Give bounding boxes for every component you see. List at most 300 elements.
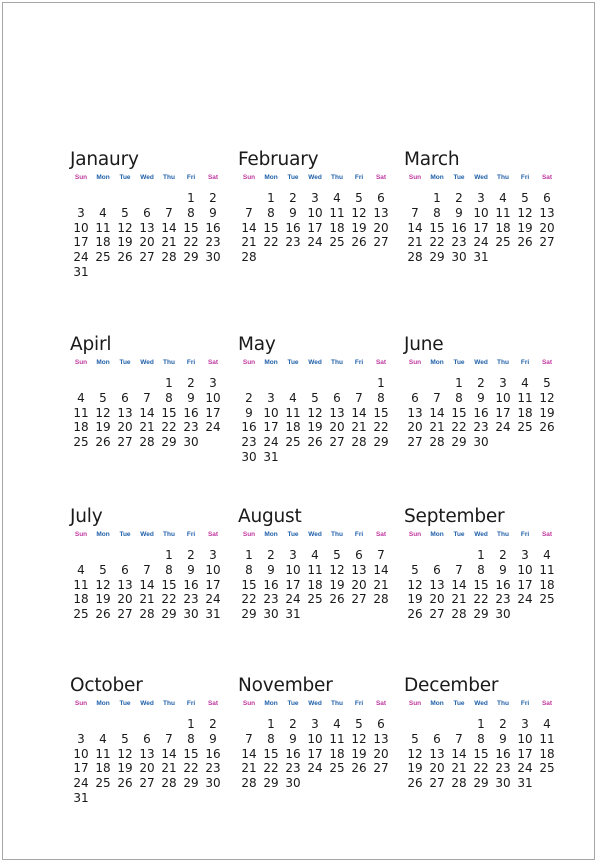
weekday-label: Mon [264,531,278,538]
day-number: 21 [241,761,257,776]
day-number: 13 [373,205,389,220]
day-number: 4 [99,731,107,746]
day-number: 9 [289,205,297,220]
day-number: 20 [117,420,133,435]
empty-day [492,435,514,450]
day-number: 17 [307,746,323,761]
weekday-label: Mon [430,700,444,707]
day-grid [238,717,388,791]
day-number: 22 [473,761,489,776]
day-number: 26 [517,235,533,250]
weekday-label: Thu [331,700,343,707]
day-number: 9 [187,562,195,577]
weekday-header [238,700,388,717]
week-row [70,578,220,593]
day-number: 27 [139,250,155,264]
day-number: 10 [73,746,89,761]
day-number: 25 [539,761,555,776]
empty-day [536,607,558,622]
day-number: 26 [95,435,111,449]
day-number: 20 [373,746,389,761]
day-number: 27 [329,435,345,449]
day-number: 6 [543,191,551,205]
week-row [404,250,554,265]
day-number: 29 [183,776,199,790]
day-number: 9 [289,731,297,746]
empty-day [260,250,282,265]
day-number: 3 [477,191,485,205]
day-number: 3 [521,717,529,731]
day-number: 10 [285,562,301,577]
day-number: 29 [373,435,389,449]
day-number: 2 [187,376,195,390]
weekday-label: Thu [331,359,343,366]
day-number: 18 [73,420,89,435]
empty-day [348,776,370,791]
day-number: 10 [307,731,323,746]
weekday-label: Thu [497,700,509,707]
day-number: 17 [307,220,323,235]
week-row [70,191,220,206]
day-number: 17 [517,577,533,592]
day-number: 21 [139,592,155,607]
empty-day [404,717,426,732]
day-number: 26 [117,250,133,264]
weekday-label: Mon [96,359,110,366]
day-number: 13 [329,405,345,420]
day-grid [70,717,220,806]
week-row [404,563,554,578]
day-number: 22 [373,420,389,435]
week-row [70,791,220,806]
weekday-label: Mon [264,700,278,707]
day-number: 23 [495,592,511,607]
day-number: 15 [161,577,177,592]
empty-day [70,548,92,563]
day-number: 23 [495,761,511,776]
week-row [404,420,554,435]
month-title: November [238,675,333,696]
empty-day [180,791,202,806]
weekday-header [238,359,388,376]
day-grid [70,548,220,622]
day-number: 8 [267,205,275,220]
day-number: 10 [73,220,89,235]
week-row [238,206,388,221]
empty-day [136,376,158,391]
day-number: 13 [407,405,423,420]
day-number: 24 [73,776,89,790]
day-number: 27 [139,776,155,790]
day-grid [238,376,388,465]
day-number: 3 [499,376,507,390]
weekday-label: Tue [453,700,465,707]
day-number: 27 [351,592,367,607]
day-number: 11 [329,205,345,220]
weekday-label: Sat [541,531,553,538]
day-number: 9 [267,562,275,577]
day-number: 26 [407,776,423,790]
weekday-header [70,531,220,548]
day-number: 14 [161,220,177,235]
day-number: 10 [495,390,511,405]
weekday-label: Fri [186,531,196,538]
empty-day [348,376,370,391]
day-number: 6 [143,205,151,220]
day-number: 6 [411,390,419,405]
week-row [70,250,220,265]
day-number: 20 [329,420,345,435]
day-number: 18 [539,577,555,592]
day-number: 7 [143,390,151,405]
day-number: 17 [473,220,489,235]
weekday-label: Thu [163,531,175,538]
weekday-label: Sat [207,531,219,538]
day-number: 6 [433,731,441,746]
weekday-label: Thu [497,359,509,366]
weekday-label: Fri [186,359,196,366]
weekday-label: Sun [408,700,422,707]
empty-day [136,191,158,206]
day-number: 17 [205,577,221,592]
weekday-label: Sat [375,531,387,538]
week-row [70,376,220,391]
day-number: 30 [241,449,257,464]
day-number: 28 [241,776,257,790]
weekday-label: Mon [264,174,278,181]
day-number: 2 [209,717,217,731]
day-number: 5 [121,731,129,746]
day-number: 7 [165,205,173,220]
day-number: 31 [473,250,489,264]
week-row [238,235,388,250]
day-number: 20 [429,592,445,607]
weekday-label: Sun [242,359,256,366]
weekday-header [404,174,554,191]
month-title: Apirl [70,334,112,355]
day-number: 30 [263,607,279,621]
day-number: 30 [285,776,301,790]
day-number: 18 [95,235,111,250]
weekday-label: Sat [375,359,387,366]
day-number: 19 [539,405,555,420]
empty-day [370,607,392,622]
day-number: 29 [429,250,445,264]
day-number: 2 [245,390,253,405]
weekday-label: Wed [474,700,488,707]
day-number: 31 [263,449,279,464]
empty-day [426,717,448,732]
day-number: 23 [285,235,301,250]
day-number: 1 [433,191,441,205]
day-number: 25 [539,592,555,607]
day-number: 31 [205,607,221,621]
empty-day [114,791,136,806]
weekday-header [70,359,220,376]
day-number: 31 [73,790,89,805]
day-number: 22 [429,235,445,250]
week-row [404,376,554,391]
day-number: 30 [495,607,511,621]
empty-day [426,376,448,391]
week-row [70,592,220,607]
empty-day [370,450,392,465]
week-row [238,747,388,762]
week-row [70,206,220,221]
day-number: 24 [205,420,221,435]
weekday-label: Sun [242,531,256,538]
empty-day [92,548,114,563]
weekday-label: Wed [474,531,488,538]
day-number: 2 [289,717,297,731]
day-number: 29 [161,607,177,621]
weekday-label: Tue [287,700,299,707]
day-number: 2 [209,191,217,205]
empty-day [326,776,348,791]
empty-day [282,250,304,265]
day-number: 18 [95,761,111,776]
day-number: 8 [477,562,485,577]
day-number: 4 [543,548,551,562]
weekday-label: Fri [354,531,364,538]
day-number: 9 [499,731,507,746]
month-title: August [238,506,302,527]
day-number: 13 [139,746,155,761]
week-row [404,592,554,607]
day-number: 28 [139,607,155,621]
day-number: 21 [429,420,445,435]
day-number: 24 [263,435,279,449]
day-number: 29 [161,435,177,449]
day-number: 20 [351,577,367,592]
day-number: 19 [95,420,111,435]
weekday-label: Tue [453,531,465,538]
weekday-label: Mon [96,700,110,707]
day-number: 8 [187,731,195,746]
weekday-label: Wed [140,359,154,366]
day-number: 11 [73,577,89,592]
empty-day [92,191,114,206]
month-title: Janaury [70,149,139,170]
weekday-header [238,531,388,548]
week-row [238,548,388,563]
day-number: 25 [73,607,89,621]
day-number: 23 [183,592,199,607]
weekday-label: Fri [354,174,364,181]
week-row [238,776,388,791]
day-number: 17 [495,405,511,420]
week-row [238,221,388,236]
day-number: 2 [455,191,463,205]
day-number: 17 [205,405,221,420]
day-number: 14 [139,577,155,592]
day-number: 27 [373,761,389,776]
weekday-label: Tue [453,174,465,181]
week-row [70,761,220,776]
day-number: 14 [373,562,389,577]
day-number: 22 [451,420,467,435]
empty-day [202,265,224,280]
day-number: 8 [377,390,385,405]
month-june [404,334,554,450]
empty-day [370,776,392,791]
weekday-label: Sun [408,174,422,181]
day-number: 25 [307,592,323,607]
empty-day [514,607,536,622]
day-number: 22 [473,592,489,607]
empty-day [348,450,370,465]
day-number: 5 [355,717,363,731]
day-number: 1 [455,376,463,390]
day-number: 25 [329,235,345,250]
day-grid [70,191,220,280]
empty-day [304,376,326,391]
day-number: 31 [285,607,301,621]
weekday-label: Fri [520,531,530,538]
day-number: 22 [161,420,177,435]
weekday-label: Tue [119,700,131,707]
month-march [404,149,554,265]
empty-day [136,717,158,732]
day-number: 19 [517,220,533,235]
day-number: 23 [205,235,221,250]
empty-day [370,250,392,265]
day-number: 28 [451,607,467,621]
day-number: 5 [411,562,419,577]
empty-day [114,548,136,563]
day-number: 17 [285,577,301,592]
day-number: 1 [377,376,385,390]
day-number: 16 [495,746,511,761]
day-number: 25 [329,761,345,776]
day-number: 9 [499,562,507,577]
day-number: 2 [289,191,297,205]
empty-day [202,435,224,450]
empty-day [404,376,426,391]
weekday-header [70,700,220,717]
day-number: 14 [139,405,155,420]
day-number: 23 [183,420,199,435]
day-number: 20 [139,761,155,776]
day-number: 19 [95,592,111,607]
day-number: 4 [333,717,341,731]
day-number: 12 [95,577,111,592]
day-number: 21 [139,420,155,435]
weekday-label: Wed [140,531,154,538]
weekday-label: Thu [163,359,175,366]
day-number: 18 [517,405,533,420]
day-number: 1 [245,548,253,562]
empty-day [304,250,326,265]
weekday-label: Fri [354,700,364,707]
day-number: 29 [473,607,489,621]
empty-day [180,265,202,280]
day-number: 27 [117,435,133,449]
day-number: 16 [205,220,221,235]
day-number: 6 [143,731,151,746]
weekday-label: Sun [74,174,88,181]
day-number: 16 [183,405,199,420]
weekday-label: Sun [408,359,422,366]
week-row [70,420,220,435]
day-number: 11 [95,746,111,761]
weekday-label: Sun [74,700,88,707]
day-number: 4 [311,548,319,562]
week-row [70,776,220,791]
day-number: 6 [377,717,385,731]
day-number: 26 [539,420,555,435]
month-february [238,149,388,265]
day-number: 14 [161,746,177,761]
day-grid [404,191,554,265]
day-number: 27 [407,435,423,449]
empty-day [114,717,136,732]
day-number: 13 [351,562,367,577]
day-number: 14 [407,220,423,235]
day-number: 24 [517,592,533,607]
day-number: 1 [477,717,485,731]
empty-day [158,191,180,206]
day-number: 15 [263,220,279,235]
day-number: 23 [263,592,279,607]
weekday-label: Tue [287,531,299,538]
week-row [404,607,554,622]
day-number: 16 [495,577,511,592]
day-number: 1 [187,717,195,731]
weekday-label: Sat [207,700,219,707]
week-row [404,435,554,450]
day-number: 1 [165,376,173,390]
day-number: 3 [289,548,297,562]
weekday-label: Sat [541,700,553,707]
day-number: 15 [183,746,199,761]
empty-day [114,376,136,391]
day-number: 24 [205,592,221,607]
day-number: 7 [411,205,419,220]
day-number: 6 [355,548,363,562]
day-number: 1 [267,191,275,205]
day-number: 3 [311,717,319,731]
week-row [238,435,388,450]
day-number: 17 [73,235,89,250]
day-number: 28 [161,250,177,264]
weekday-label: Wed [140,174,154,181]
day-number: 22 [183,761,199,776]
day-number: 12 [407,746,423,761]
day-number: 12 [539,390,555,405]
weekday-label: Wed [308,700,322,707]
month-august [238,506,388,622]
weekday-label: Tue [119,359,131,366]
day-number: 22 [263,761,279,776]
week-row [238,761,388,776]
day-number: 27 [117,607,133,621]
day-number: 7 [355,390,363,405]
day-number: 15 [373,405,389,420]
weekday-label: Sun [408,531,422,538]
weekday-label: Fri [520,700,530,707]
day-number: 12 [517,205,533,220]
day-number: 28 [161,776,177,790]
week-row [238,717,388,732]
day-number: 23 [285,761,301,776]
day-number: 15 [161,405,177,420]
empty-day [238,191,260,206]
day-number: 30 [183,435,199,449]
day-number: 18 [285,420,301,435]
week-row [70,607,220,622]
empty-day [114,265,136,280]
